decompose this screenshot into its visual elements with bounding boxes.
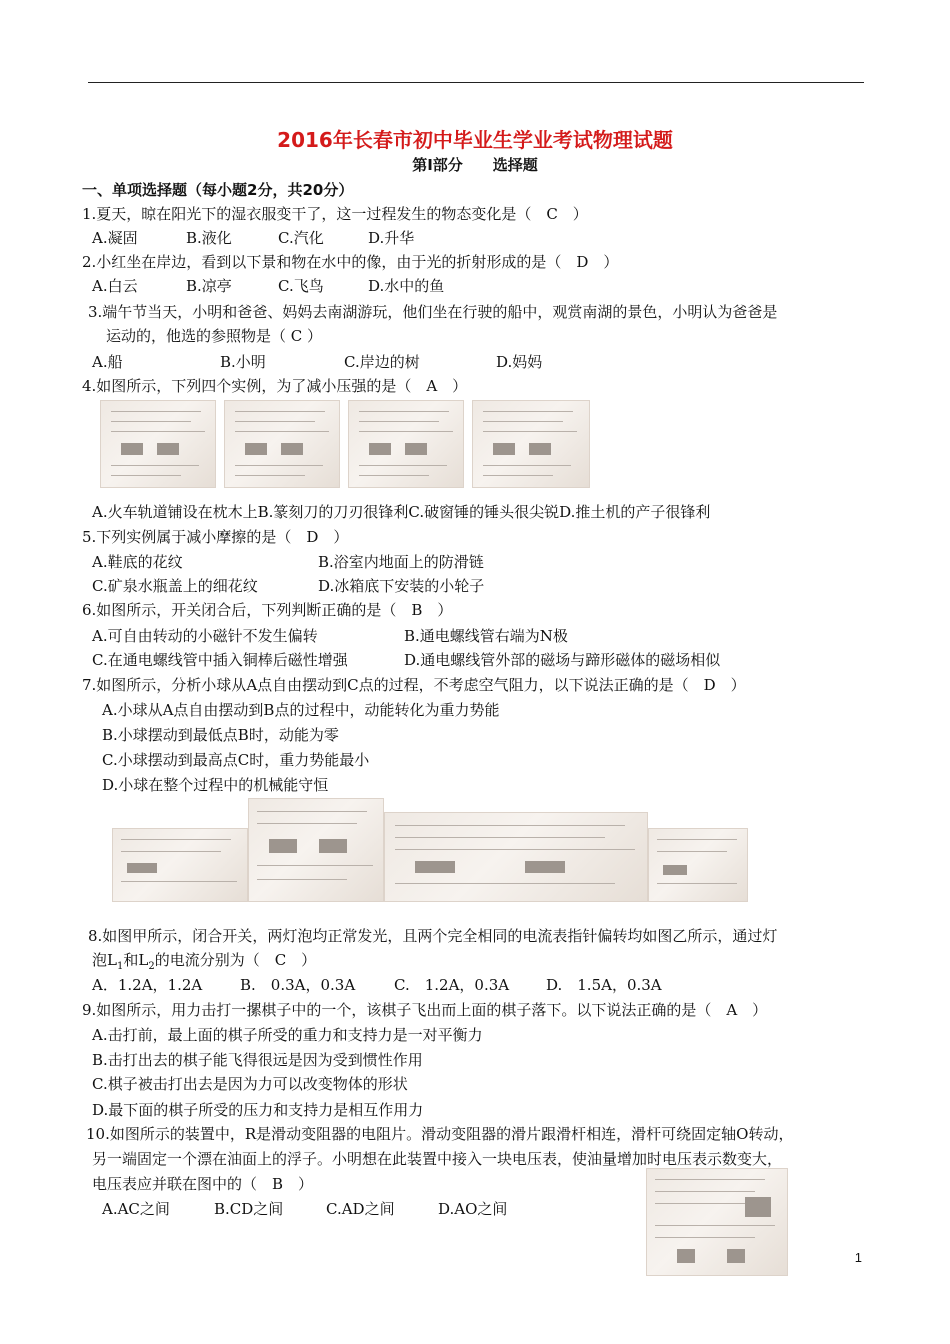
- q3-option-b: B.小明: [220, 353, 266, 371]
- q8-option-c: C. 1.2A，0.3A: [394, 976, 510, 994]
- q6-option-d: D.通电螺线管外部的磁场与蹄形磁体的磁场相似: [404, 651, 721, 669]
- question-8-stem: 8.如图甲所示，闭合开关，两灯泡均正常发光，且两个完全相同的电流表指针偏转均如图乙所示，通过灯: [88, 927, 778, 945]
- header-rule: [88, 82, 864, 83]
- q9-option-d: D.最下面的棋子所受的压力和支持力是相互作用力: [92, 1101, 424, 1119]
- q5-option-b: B.浴室内地面上的防滑链: [318, 553, 484, 571]
- q10-option-d: D.AO之间: [438, 1200, 508, 1218]
- q8-option-b: B. 0.3A，0.3A: [240, 976, 356, 994]
- q1-option-a: A.凝固: [92, 229, 138, 247]
- q7-option-c: C.小球摆动到最高点C时，重力势能最小: [102, 751, 370, 769]
- question-5-stem: 5.下列实例属于减小摩擦的是（ D ）: [82, 528, 349, 546]
- q1-option-d: D.升华: [368, 229, 415, 247]
- figure-strip-3: [384, 812, 648, 902]
- question-3-stem-cont: 运动的，他选的参照物是（ C ）: [106, 327, 323, 345]
- page-number: 1: [854, 1250, 862, 1265]
- question-7-stem: 7.如图所示，分析小球从A点自由摆动到C点的过程，不考虑空气阻力，以下说法正确的是（ D ）: [82, 676, 746, 694]
- q10-option-a: A.AC之间: [102, 1200, 170, 1218]
- q5-option-d: D.冰箱底下安装的小轮子: [318, 577, 485, 595]
- question-9-stem: 9.如图所示，用力击打一摞棋子中的一个，该棋子飞出而上面的棋子落下。以下说法正确的是（ A ）: [82, 1001, 768, 1019]
- q3-option-c: C.岸边的树: [344, 353, 420, 371]
- figure-strip-4: [648, 828, 748, 902]
- figure-strip-2: [248, 798, 384, 902]
- q3-option-a: A.船: [92, 353, 123, 371]
- q4-figure-b: [224, 400, 340, 488]
- question-3-stem: 3.端午节当天，小明和爸爸、妈妈去南湖游玩，他们坐在行驶的船中，观赏南湖的景色，小明认为爸爸是: [88, 303, 778, 321]
- q5-option-c: C.矿泉水瓶盖上的细花纹: [92, 577, 258, 595]
- q8-option-d: D. 1.5A，0.3A: [546, 976, 662, 994]
- q6-option-b: B.通电螺线管右端为N极: [404, 627, 568, 645]
- question-10-stem: 10.如图所示的装置中，R是滑动变阻器的电阻片。滑动变阻器的滑片跟滑杆相连，滑杆可绕固定轴O转动，: [86, 1125, 794, 1143]
- q4-options: A.火车轨道铺设在枕木上B.篆刻刀的刀刃很锋利C.破窗锤的锤头很尖锐D.推土机的产子很锋利: [92, 503, 711, 521]
- question-8-stem-cont: 泡$L_1$和$L_2$的电流分别为（ C ）: [92, 951, 317, 972]
- q9-option-a: A.击打前，最上面的棋子所受的重力和支持力是一对平衡力: [92, 1026, 483, 1044]
- q2-option-c: C.飞鸟: [278, 277, 324, 295]
- question-6-stem: 6.如图所示，开关闭合后，下列判断正确的是（ B ）: [82, 601, 453, 619]
- figure-strip-1: [112, 828, 248, 902]
- question-10-stem-cont: 另一端固定一个漂在油面上的浮子。小明想在此装置中接入一块电压表，使油量增加时电压表示数变大，: [92, 1150, 783, 1168]
- question-1-stem: 1.夏天，晾在阳光下的湿衣服变干了，这一过程发生的物态变化是（ C ）: [82, 205, 588, 223]
- q2-option-b: B.凉亭: [186, 277, 232, 295]
- question-10-stem-cont2: 电压表应并联在图中的（ B ）: [92, 1175, 314, 1193]
- q7-option-a: A.小球从A点自由摆动到B点的过程中，动能转化为重力势能: [102, 701, 500, 719]
- q10-option-b: B.CD之间: [214, 1200, 284, 1218]
- q9-option-c: C.棋子被击打出去是因为力可以改变物体的形状: [92, 1075, 408, 1093]
- q4-figure-a: [100, 400, 216, 488]
- q10-option-c: C.AD之间: [326, 1200, 395, 1218]
- q7-option-b: B.小球摆动到最低点B时，动能为零: [102, 726, 339, 744]
- part-subtitle: 第Ⅰ部分 选择题: [412, 156, 538, 174]
- q3-option-d: D.妈妈: [496, 353, 543, 371]
- q2-option-d: D.水中的鱼: [368, 277, 445, 295]
- question-4-stem: 4.如图所示，下列四个实例，为了减小压强的是（ A ）: [82, 377, 468, 395]
- q4-figure-d: [472, 400, 590, 488]
- q10-figure: [646, 1168, 788, 1276]
- q9-option-b: B.击打出去的棋子能飞得很远是因为受到惯性作用: [92, 1051, 423, 1069]
- q8-option-a: A．1.2A，1.2A: [92, 976, 203, 994]
- q2-option-a: A.白云: [92, 277, 138, 295]
- q1-option-b: B.液化: [186, 229, 232, 247]
- q4-figure-c: [348, 400, 464, 488]
- q7-option-d: D.小球在整个过程中的机械能守恒: [102, 776, 329, 794]
- question-2-stem: 2.小红坐在岸边，看到以下景和物在水中的像，由于光的折射形成的是（ D ）: [82, 253, 619, 271]
- q1-option-c: C.汽化: [278, 229, 324, 247]
- q5-option-a: A.鞋底的花纹: [92, 553, 183, 571]
- q6-option-c: C.在通电螺线管中插入铜棒后磁性增强: [92, 651, 348, 669]
- section-heading: 一、单项选择题（每小题2分，共20分）: [82, 181, 354, 199]
- q6-option-a: A.可自由转动的小磁针不发生偏转: [92, 627, 318, 645]
- page-title: 2016年长春市初中毕业生学业考试物理试题: [277, 128, 673, 152]
